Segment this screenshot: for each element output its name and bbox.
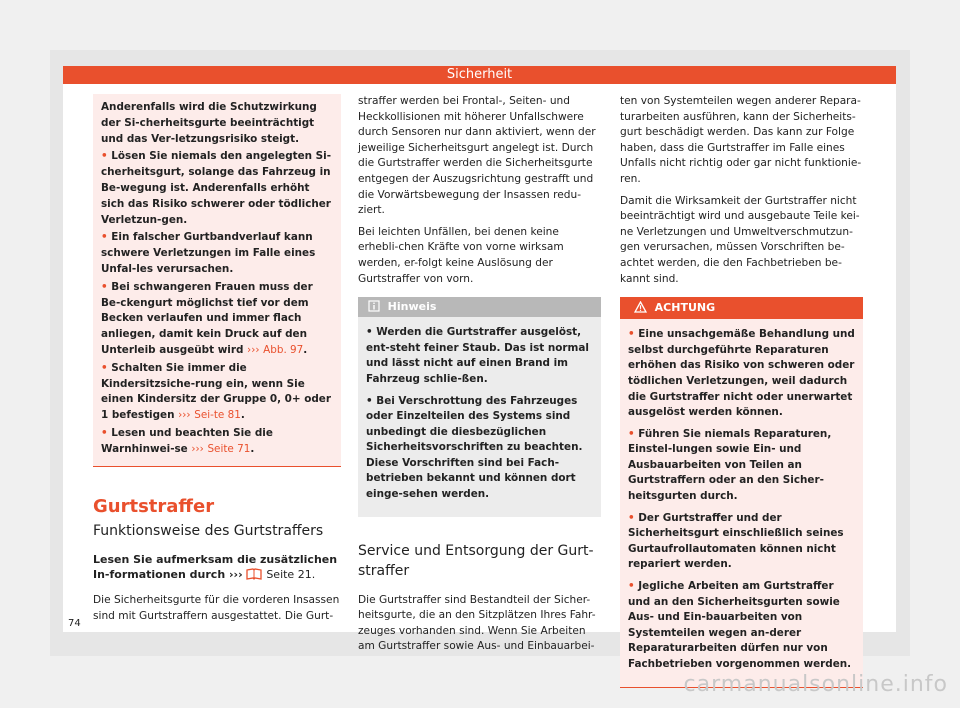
achtung-bullet: • Führen Sie niemals Reparaturen, Einstel-lungen sowie Ein- und Ausbauarbeiten von Teilen an Gurtstraffern oder an den Sicher-heitsgurten durch. — [628, 427, 832, 503]
paragraph: straffer werden bei Frontal-, Seiten- und Heckkollisionen mit höherer Unfallschwere durch Sensoren nur dann aktiviert, wenn der jeweilige Sicherheitsgurt angelegt ist. Durch die Gurtstraffer werden die Sicherheitsgurte entgegen der Auszugsrichtung gestrafft und die Vorwärtsbewegung der Insassen redu-ziert. — [358, 95, 596, 217]
paragraph: Damit die Wirksamkeit der Gurtstraffer nicht beeinträchtigt wird und ausgebaute Teile kei-ne Verletzungen und Umweltverschmutzun-gen verursachen, müssen Vorschriften be-achtet werden, die den Fachbetrieben be-kannt sind. — [620, 194, 860, 285]
section-title: Gurtstraffer — [93, 495, 215, 517]
warning-bullet: • Lösen Sie niemals den angelegten Si-cherheitsgurt, solange das Fahrzeug in Be-wegung ist. Anderenfalls erhöht sich das Risiko schwerer oder tödlicher Verletzun-gen. — [101, 150, 332, 226]
bullet-dot: • — [628, 427, 635, 440]
warning-box-continued — [93, 94, 341, 467]
note-box — [358, 297, 601, 517]
page-number: 74 — [68, 618, 81, 629]
note-header — [358, 297, 601, 317]
page-link[interactable]: Seite 21. — [266, 568, 316, 582]
warning-intro: Anderenfalls wird die Schutzwirkung der Si-cherheitsgurte beeinträchtigt und das Ver-letzungsrisiko steigt. — [101, 101, 317, 145]
watermark: carmanualsonline.info — [683, 672, 948, 697]
paragraph: Die Gurtstraffer sind Bestandteil der Sicher-heitsgurte, die an den Sitzplätzen Ihres Fahr-zeuges vorhanden sind. Wenn Sie Arbeiten am Gurtstraffer sowie Aus- und Einbauarbei- — [358, 593, 596, 653]
paragraph: Bei leichten Unfällen, bei denen keine erhebli-chen Kräfte von vorne wirksam werden, er-folgt keine Auslösung der Gurtstraffer von vorn. — [358, 225, 564, 285]
section-subtitle: Funktionsweise des Gurtstraffers — [93, 523, 324, 540]
note-title: Hinweis — [387, 300, 437, 314]
column-1 — [93, 94, 341, 626]
note-body — [358, 317, 601, 517]
bullet-dot: • — [101, 361, 108, 374]
bullet-dot: • — [101, 150, 108, 163]
book-icon — [246, 568, 262, 585]
header-title: Sicherheit — [446, 67, 513, 82]
page-link[interactable]: Sei-te 81 — [194, 409, 241, 422]
note-bullet: • Bei Verschrottung des Fahrzeuges oder Einzelteilen des Systems sind unbedingt die diesbezüglichen Sicherheitsvorschriften zu beachten. Diese Vorschriften sind bei Fach-betrieben bekannt und können dort einge-sehen werden. — [366, 394, 583, 501]
bullet-dot: • — [366, 326, 373, 339]
achtung-title: ACHTUNG — [654, 301, 716, 315]
bullet-dot: • — [101, 426, 108, 439]
column-2 — [358, 94, 601, 661]
figure-link[interactable]: Abb. 97 — [263, 343, 304, 356]
bullet-dot: • — [101, 280, 108, 293]
achtung-bullet: • Jegliche Arbeiten am Gurtstraffer und an den Sicherheitsgurten sowie Aus- und Ein-bauarbeiten von Systemteilen wegen an-derer Reparaturarbeiten dürfen nur von Fachbetrieben vorgenommen werden. — [628, 580, 852, 670]
page-link[interactable]: Seite 71 — [207, 442, 251, 455]
achtung-body — [620, 319, 863, 686]
lead-text: Lesen Sie aufmerksam die zusätzlichen In-formationen durch ››› Seite 21. — [93, 552, 341, 585]
paragraph: ten von Systemteilen wegen anderer Repara-turarbeiten ausführen, kann der Sicherheits-gurt beschädigt werden. Das kann zur Folge haben, dass die Gurtstraffer im Falle eines Unfalls nicht richtig oder gar nicht funktionie-ren. — [620, 95, 862, 185]
warning-triangle-icon — [634, 299, 647, 321]
info-icon — [368, 299, 380, 319]
bullet-dot: • — [366, 394, 373, 407]
manual-page — [63, 66, 896, 670]
warning-bullet: • Ein falscher Gurtbandverlauf kann schwere Verletzungen im Falle eines Unfal-les verursachen. — [101, 231, 316, 275]
bullet-dot: • — [628, 511, 635, 524]
bullet-dot: • — [628, 580, 635, 593]
warning-bullet: • Lesen und beachten Sie die Warnhinwei-se ››› Seite 71. — [101, 426, 273, 455]
paragraph: Die Sicherheitsgurte für die vorderen Insassen sind mit Gurtstraffern ausgestattet. Die Gurt- — [93, 593, 340, 622]
achtung-bullet: • Eine unsachgemäße Behandlung und selbst durchgeführte Reparaturen erhöhen das Risiko von schweren oder tödlichen Verletzungen, weil dadurch die Gurtstraffer nicht oder unerwartet ausgelöst werden können. — [628, 328, 855, 419]
column-3 — [620, 94, 863, 688]
bullet-dot: • — [628, 328, 635, 341]
achtung-box — [620, 297, 863, 687]
subheading: Service und Entsorgung der Gurt-straffer — [358, 542, 594, 579]
warning-bullet: • Bei schwangeren Frauen muss der Be-ckengurt möglichst tief vor dem Becken verlaufen und immer flach anliegen, damit kein Druck auf den Unterleib ausgeübt wird ››› Abb. 97. — [101, 280, 313, 356]
section-header — [63, 66, 896, 84]
note-bullet: • Werden die Gurtstraffer ausgelöst, ent-steht feiner Staub. Das ist normal und lässt nicht auf einen Brand im Fahrzeug schlie-ßen. — [366, 326, 589, 385]
achtung-bullet: • Der Gurtstraffer und der Sicherheitsgurt einschließlich seines Gurtaufrollautomaten können nicht repariert werden. — [628, 511, 844, 571]
achtung-header — [620, 297, 863, 319]
warning-bullet: • Schalten Sie immer die Kindersitzsiche-rung ein, wenn Sie einen Kindersitz der Gruppe 0, 0+ oder 1 befestigen ››› Sei-te 81. — [101, 361, 331, 422]
bullet-dot: • — [101, 231, 108, 244]
